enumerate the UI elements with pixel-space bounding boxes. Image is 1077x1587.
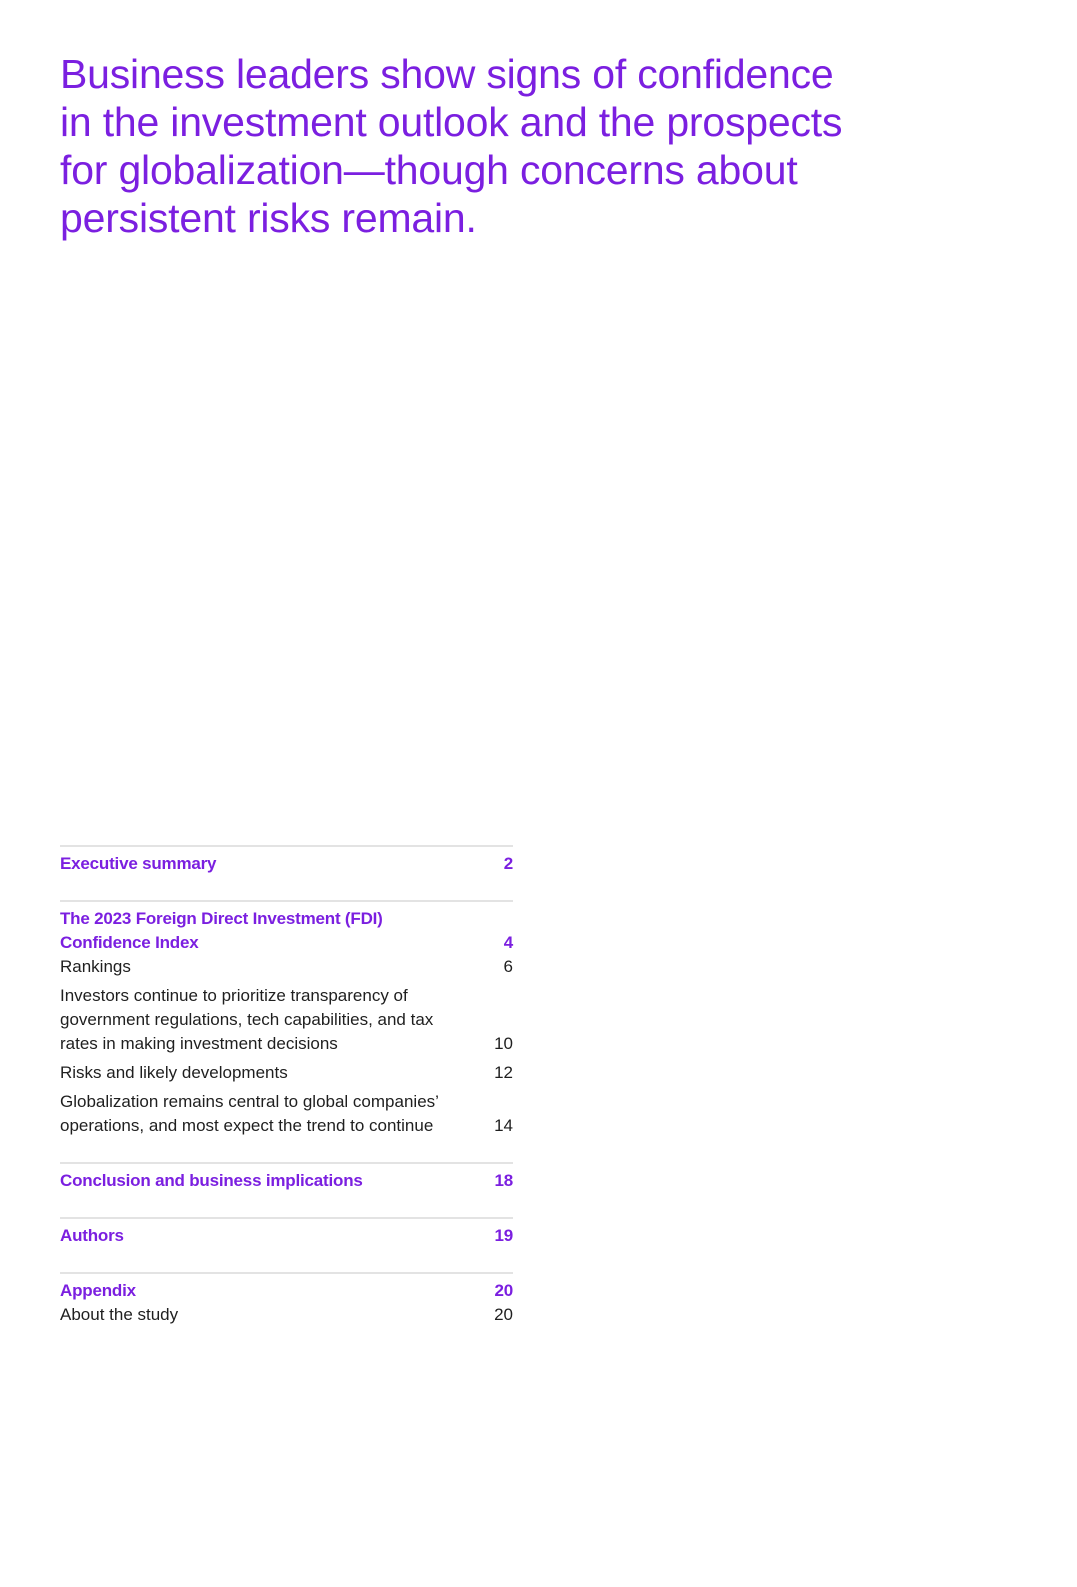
toc-section-conclusion: [60, 1162, 513, 1217]
toc-page-number: 20: [494, 1305, 513, 1324]
toc-page-number: 14: [494, 1116, 513, 1135]
headline-line: persistent risks remain.: [60, 195, 477, 241]
toc-entry-fdi-index[interactable]: [60, 907, 513, 955]
toc-title-line: Confidence Index: [60, 933, 199, 952]
toc-page-number: 19: [494, 1226, 513, 1245]
toc-title-line: The 2023 Foreign Direct Investment (FDI): [60, 909, 383, 928]
toc-entry-title: [60, 1279, 494, 1303]
toc-title-line: Investors continue to prioritize transparency of: [60, 986, 408, 1005]
toc-title-line: Conclusion and business implications: [60, 1171, 363, 1190]
toc-entry-title: [60, 1303, 494, 1327]
headline-line: Business leaders show signs of confidence: [60, 51, 834, 97]
toc-page-number: 10: [494, 1034, 513, 1053]
toc-title-line: Globalization remains central to global companies’: [60, 1092, 439, 1111]
toc-page-number: 6: [503, 957, 513, 976]
toc-page-number: 20: [494, 1281, 513, 1300]
toc-subentry-globalization[interactable]: [60, 1090, 513, 1138]
toc-entry-title: [60, 984, 494, 1056]
table-of-contents: [60, 845, 513, 1351]
toc-entry-title: [60, 955, 504, 979]
toc-entry-title: [60, 1090, 494, 1138]
toc-section-executive-summary: [60, 845, 513, 900]
toc-page-number: 2: [503, 854, 513, 873]
toc-title-line: operations, and most expect the trend to continue: [60, 1116, 434, 1135]
toc-page-number: 18: [494, 1171, 513, 1190]
toc-entry-authors[interactable]: [60, 1224, 513, 1248]
toc-entry-title: [60, 852, 504, 876]
toc-subentry-investors-priorities[interactable]: [60, 984, 513, 1056]
toc-title-line: Executive summary: [60, 854, 217, 873]
headline-line: for globalization—though concerns about: [60, 147, 798, 193]
toc-entry-title: [60, 1224, 494, 1248]
toc-entry-title: [60, 1061, 494, 1085]
toc-subentry-risks[interactable]: [60, 1061, 513, 1085]
toc-title-line: About the study: [60, 1305, 179, 1324]
toc-title-line: Authors: [60, 1226, 124, 1245]
toc-title-line: Rankings: [60, 957, 131, 976]
toc-entry-executive-summary[interactable]: [60, 852, 513, 876]
headline-line: in the investment outlook and the prospects: [60, 99, 843, 145]
toc-section-appendix: [60, 1272, 513, 1351]
toc-page-number: 4: [503, 933, 513, 952]
toc-section-fdi-index: [60, 900, 513, 1162]
toc-title-line: rates in making investment decisions: [60, 1034, 338, 1053]
toc-subentry-rankings[interactable]: [60, 955, 513, 979]
page-headline: [60, 50, 920, 242]
toc-entry-title: [60, 907, 504, 955]
toc-entry-conclusion[interactable]: [60, 1169, 513, 1193]
toc-entry-appendix[interactable]: [60, 1279, 513, 1303]
toc-entry-title: [60, 1169, 494, 1193]
toc-section-authors: [60, 1217, 513, 1272]
toc-title-line: Appendix: [60, 1281, 136, 1300]
toc-title-line: government regulations, tech capabilities, and tax: [60, 1010, 434, 1029]
toc-page-number: 12: [494, 1063, 513, 1082]
toc-title-line: Risks and likely developments: [60, 1063, 288, 1082]
toc-subentry-about-study[interactable]: [60, 1303, 513, 1327]
